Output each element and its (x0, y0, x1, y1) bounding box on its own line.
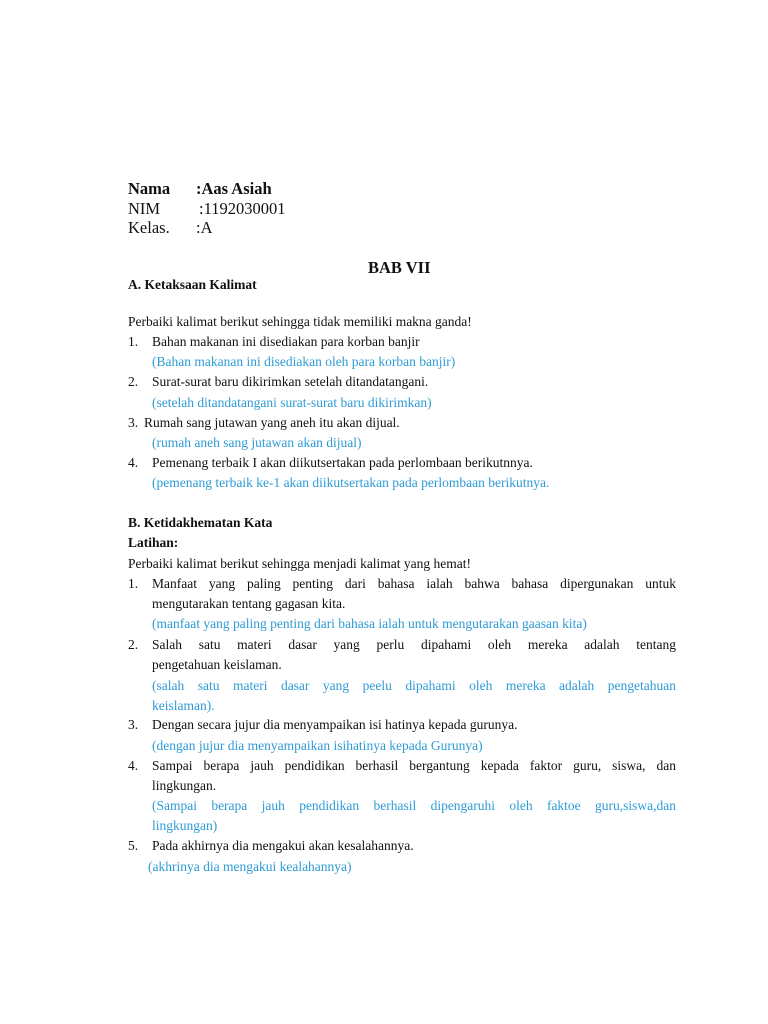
item-text-line: mengutarakan tentang gagasan kita. (152, 596, 346, 611)
nama-label: Nama (128, 179, 171, 198)
item-number: 4. (128, 758, 139, 773)
item-text: Bahan makanan ini disediakan para korban banjir (152, 334, 420, 349)
item-answer: (akhrinya dia mengakui kealahannya) (148, 859, 352, 874)
item-number: 3. (128, 415, 139, 430)
item-answer: (manfaat yang paling penting dari bahasa ialah untuk mengutarakan gaasan kita) (152, 616, 587, 631)
item-answer: (rumah aneh sang jutawan akan dijual) (152, 435, 362, 450)
kelas-value: :A (196, 218, 213, 237)
item-text-line: Pada akhirnya dia mengakui akan kesalahannya. (152, 838, 414, 853)
item-number: 2. (128, 374, 139, 389)
section-a-instruction: Perbaiki kalimat berikut sehingga tidak memiliki makna ganda! (128, 314, 472, 329)
item-number: 2. (128, 637, 139, 652)
item-number: 3. (128, 717, 139, 732)
item-number: 4. (128, 455, 139, 470)
item-answer: (Bahan makanan ini disediakan oleh para korban banjir) (152, 354, 456, 369)
nim-value: :1192030001 (199, 199, 286, 218)
nama-value: :Aas Asiah (196, 179, 272, 198)
item-answer: (setelah ditandatangani surat-surat baru dikirimkan) (152, 395, 432, 410)
chapter-title: BAB VII (368, 258, 431, 277)
item-answer: (Sampai berapa jauh pendidikan berhasil dipengaruhi oleh faktoe guru,siswa,dan (152, 798, 676, 813)
latihan-label: Latihan: (128, 535, 179, 550)
item-answer: (pemenang terbaik ke-1 akan diikutsertakan pada perlombaan berikutnya. (152, 475, 550, 490)
item-text-line: Salah satu materi dasar yang perlu dipahami oleh mereka adalah tentang (152, 637, 676, 652)
section-b-title: B. Ketidakhematan Kata (128, 515, 273, 530)
item-number: 1. (128, 576, 139, 591)
item-text-line: Dengan secara jujur dia menyampaikan isi hatinya kepada gurunya. (152, 717, 518, 732)
item-text-line: pengetahuan keislaman. (152, 657, 282, 672)
nim-label: NIM (128, 199, 161, 218)
item-text: Pemenang terbaik I akan diikutsertakan pada perlombaan berikutnnya. (152, 455, 533, 470)
section-a-title: A. Ketaksaan Kalimat (128, 277, 257, 292)
kelas-label: Kelas. (128, 218, 170, 237)
item-number: 5. (128, 838, 139, 853)
item-text-line: Sampai berapa jauh pendidikan berhasil bergantung kepada faktor guru, siswa, dan (152, 758, 676, 773)
item-text-line: lingkungan. (152, 778, 217, 793)
item-text-line: Manfaat yang paling penting dari bahasa ialah bahwa bahasa dipergunakan untuk (152, 576, 676, 591)
item-answer-continued: lingkungan) (152, 818, 218, 833)
item-answer-continued: keislaman). (152, 698, 215, 713)
item-number: 1. (128, 334, 139, 349)
item-text: Rumah sang jutawan yang aneh itu akan dijual. (144, 415, 400, 430)
item-answer: (salah satu materi dasar yang peelu dipahami oleh mereka adalah pengetahuan (152, 678, 676, 693)
item-answer: (dengan jujur dia menyampaikan isihatinya kepada Gurunya) (152, 738, 483, 753)
section-b-instruction: Perbaiki kalimat berikut sehingga menjadi kalimat yang hemat! (128, 556, 472, 571)
item-text: Surat-surat baru dikirimkan setelah ditandatangani. (152, 374, 429, 389)
